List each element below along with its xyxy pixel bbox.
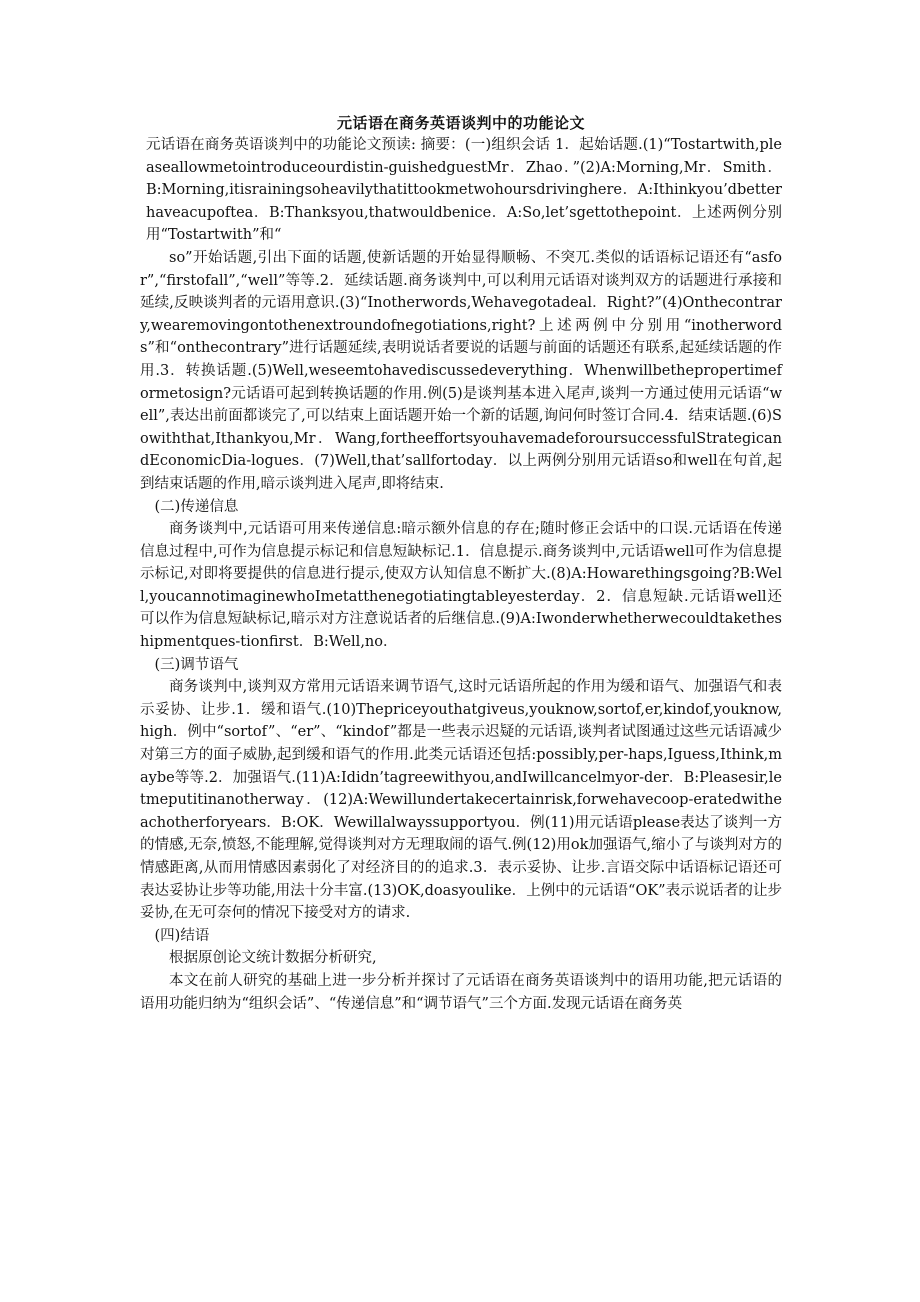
- section-two-paragraph: 商务谈判中,元话语可用来传递信息:暗示额外信息的存在;随时修正会话中的口误.元话语在传递信息过程中,可作为信息提示标记和信息短缺标记.1．信息提示.商务谈判中,元话语well可作为信息提示标记,对即将要提供的信息进行提示,使双方认知信息不断扩大.(8)A:Howarethingsgoing?B:Well,youcannotimaginewhoImetatthenegotiatingtableyesterday．2．信息短缺.元话语well还可以作为信息短缺标记,暗示对方注意说话者的后继信息.(9)A:Iwonderwhetherwecouldtaketheshipmentques-tionfirst．B:Well,no．: [140, 521, 782, 651]
- section-three-paragraph: 商务谈判中,谈判双方常用元话语来调节语气,这时元话语所起的作用为缓和语气、加强语气和表示妥协、让步.1．缓和语气.(10)Thepriceyouthatgiveus,youknow,sortof,er,kindof,youknow,high．例中“sortof”、“er”、“kindof”都是一些表示迟疑的元话语,谈判者试图通过这些元话语减少对第三方的面子威胁,起到缓和语气的作用.此类元话语还包括:possibly,per-haps,Iguess,Ithink,maybe等等.2．加强语气.(11)A:Ididn’tagreewithyou,andIwillcancelmyor-der．B:Pleasesir,letmeputitinanotherway．(12)A:Wewillundertakecertainrisk,forwehavecoop-eratedwitheachotherforyears．B:OK．Wewillalwayssupportyou．例(11)用元话语please表达了谈判一方的情感,无奈,愤怒,不能理解,觉得谈判对方无理取闹的语气.例(12)用ok加强语气,缩小了与谈判对方的情感距离,从而用情感因素弱化了对经济目的的追求.3．表示妥协、让步.言语交际中话语标记语还可表达妥协让步等功能,用法十分丰富.(13)OK,doasyoulike．上例中的元话语“OK”表示说话者的让步妥协,在无可奈何的情况下接受对方的请求.: [140, 679, 782, 922]
- conclusion-paragraph: 本文在前人研究的基础上进一步分析并探讨了元话语在商务英语谈判中的语用功能,把元话语的语用功能归纳为“组织会话”、“传递信息”和“调节语气”三个方面.发现元话语在商务英: [140, 972, 782, 1012]
- document-title: 元话语在商务英语谈判中的功能论文: [336, 114, 585, 132]
- section-one-paragraph: so”开始话题,引出下面的话题,使新话题的开始显得顺畅、不突兀.类似的话语标记语还有“asfor”,“firstofall”,“well”等等.2．延续话题.商务谈判中,可以利用元话语对谈判双方的话题进行承接和延续,反映谈判者的元语用意识.(3)“Inotherwords,Wehavegotadeal．Right?”(4)Onthecontrary,wearemovingontothenextroundofnegotiations,right?上述两例中分别用“inotherwords”和“onthecontrary”进行话题延续,表明说话者要说的话题与前面的话题还有联系,起延续话题的作用.3．转换话题.(5)Well,weseemtohavediscussedeverything．Whenwillbethepropertimeformetosign?元话语可起到转换话题的作用.例(5)是谈判基本进入尾声,谈判一方通过使用元话语“well”,表达出前面都谈完了,可以结束上面话题开始一个新的话题,询问何时签订合同.4．结束话题.(6)Sowiththat,Ithankyou,Mr．Wang,fortheeffortsyouhavemadeforoursuccessfulStrategicandEconomicDia-logues．(7)Well,that’sallfortoday．以上两例分别用元话语so和well在句首,起到结束话题的作用,暗示谈判进入尾声,即将结束.: [140, 249, 782, 492]
- section-heading-conclusion: (四)结语: [154, 927, 210, 944]
- conclusion-lead-paragraph: 根据原创论文统计数据分析研究,: [169, 950, 377, 967]
- document-page: [140, 112, 782, 1015]
- intro-paragraph: 元话语在商务英语谈判中的功能论文预读: 摘要：(一)组织会话 1．起始话题.(1)“Tostartwith,pleaseallowmetointroduceourdistin-guishedguestMr．Zhao．”(2)A:Morning,Mr．Smith．B:Morning,itisrainingsoheavilythatittookmetwohoursdrivinghere．A:Ithinkyou’dbetterhaveacupoftea．B:Thanksyou,thatwouldbenice．A:So,let’sgettothepoint．上述两例分别用“Tostartwith”和“: [146, 137, 782, 244]
- section-heading-adjust-tone: (三)调节语气: [154, 656, 239, 673]
- section-heading-transmit-info: (二)传递信息: [154, 498, 239, 515]
